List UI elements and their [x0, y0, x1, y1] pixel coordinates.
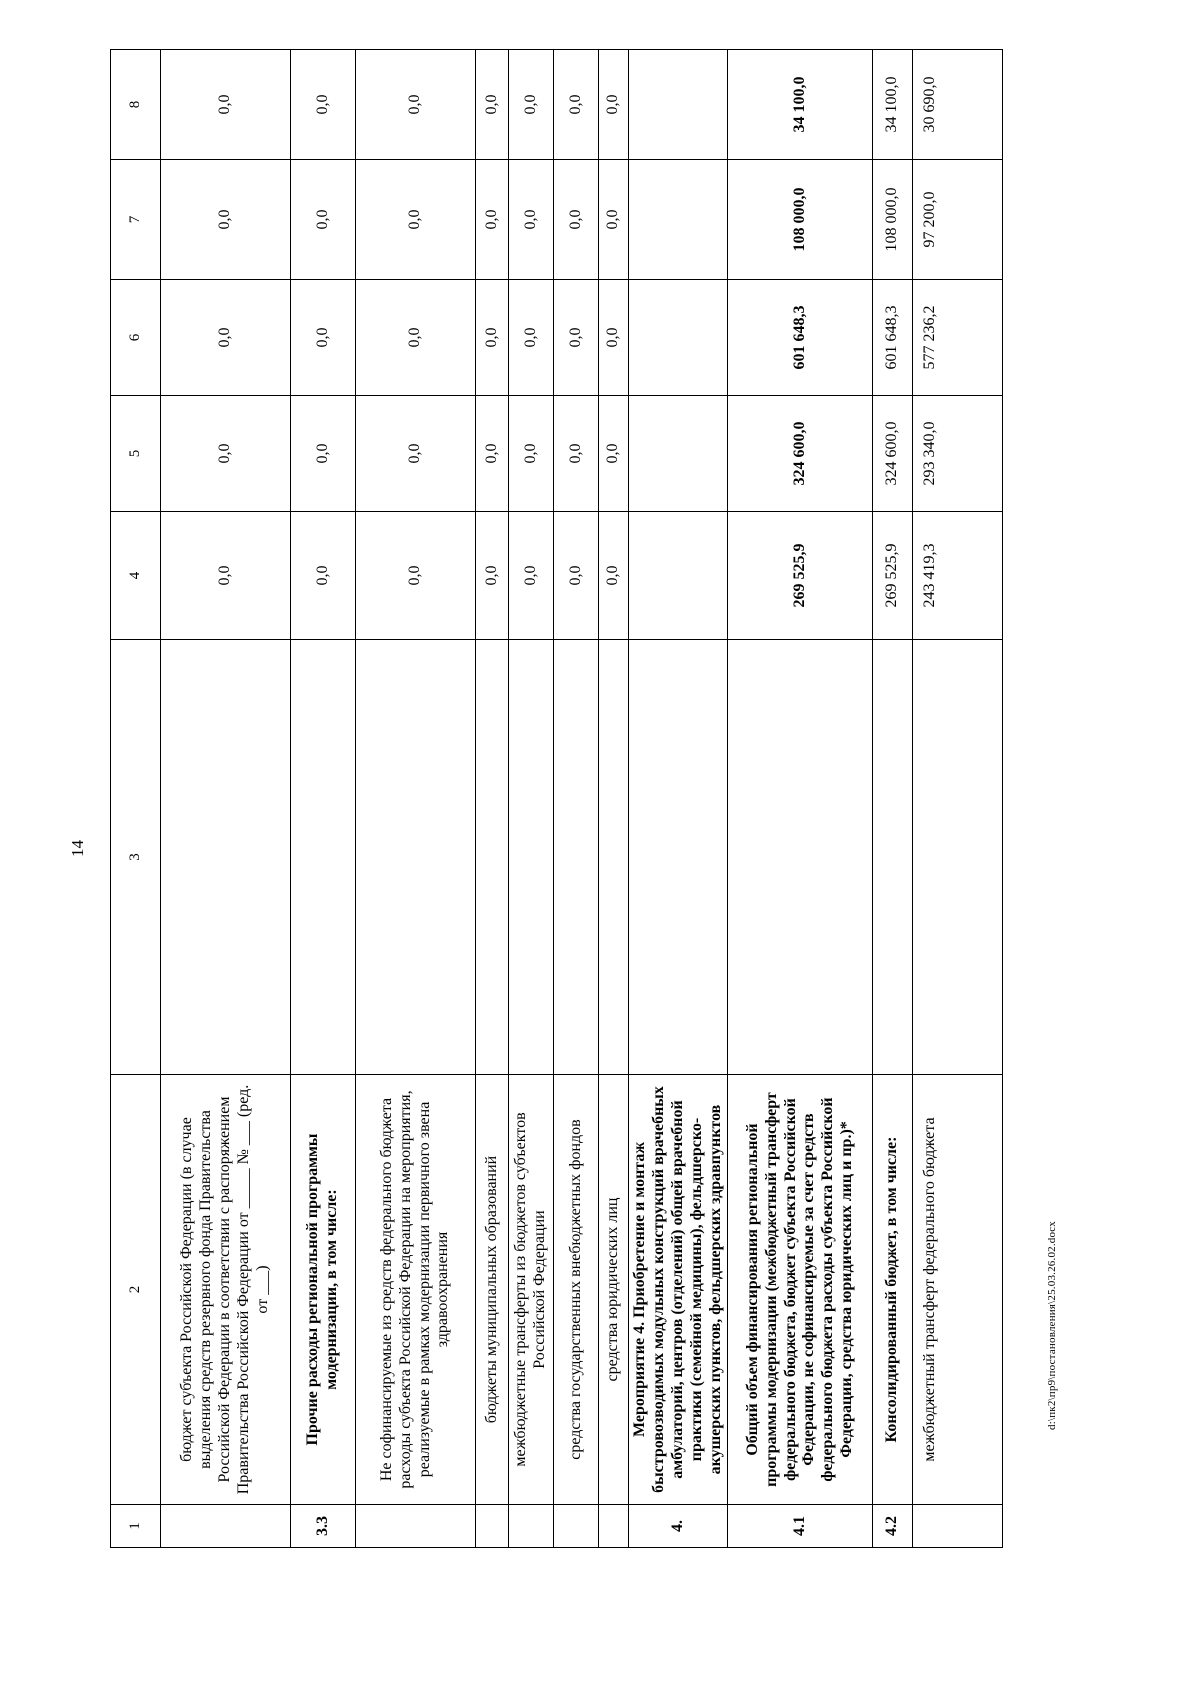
- value-cell: 0,0: [476, 50, 509, 160]
- file-path-footer: d:\пк2\пр9\постановления\25.03.26.02.docx: [1046, 1221, 1058, 1430]
- table-row: [913, 50, 1003, 1548]
- description-cell: Прочие расходы региональной программы модернизации, в том числе:: [291, 1075, 356, 1505]
- row-number-cell: 4.1: [728, 1505, 873, 1548]
- table-row: [728, 50, 873, 1548]
- description-cell: межбюджетные трансферты из бюджетов субъектов Российской Федерации: [509, 1075, 554, 1505]
- table-row: [599, 50, 629, 1548]
- empty-cell: [356, 640, 476, 1075]
- value-cell: [629, 512, 728, 640]
- row-number-cell: [161, 1505, 291, 1548]
- value-cell: 0,0: [599, 160, 629, 280]
- value-cell: 601 648,3: [728, 280, 873, 396]
- table-row: [161, 50, 291, 1548]
- value-cell: 0,0: [509, 50, 554, 160]
- value-cell: 324 600,0: [873, 396, 913, 512]
- empty-cell: [599, 640, 629, 1075]
- header-col-8: 8: [111, 50, 161, 160]
- header-col-6: 6: [111, 280, 161, 396]
- value-cell: 0,0: [509, 160, 554, 280]
- header-col-1: 1: [111, 1505, 161, 1548]
- description-cell: Консолидированный бюджет, в том числе:: [873, 1075, 913, 1505]
- value-cell: 108 000,0: [728, 160, 873, 280]
- table-row: [509, 50, 554, 1548]
- table-row: [629, 50, 728, 1548]
- table-row: [476, 50, 509, 1548]
- table-row: [356, 50, 476, 1548]
- value-cell: 324 600,0: [728, 396, 873, 512]
- page-number: 14: [68, 840, 87, 857]
- row-number-cell: 3.3: [291, 1505, 356, 1548]
- value-cell: [629, 160, 728, 280]
- empty-cell: [291, 640, 356, 1075]
- value-cell: 108 000,0: [873, 160, 913, 280]
- row-number-cell: 4.: [629, 1505, 728, 1548]
- header-col-7: 7: [111, 160, 161, 280]
- value-cell: 0,0: [161, 396, 291, 512]
- description-cell: бюджеты муниципальных образований: [476, 1075, 509, 1505]
- row-number-cell: 4.2: [873, 1505, 913, 1548]
- value-cell: 0,0: [599, 50, 629, 160]
- value-cell: 0,0: [476, 160, 509, 280]
- value-cell: 577 236,2: [913, 280, 1003, 396]
- value-cell: 0,0: [476, 512, 509, 640]
- value-cell: 0,0: [554, 280, 599, 396]
- value-cell: 97 200,0: [913, 160, 1003, 280]
- value-cell: 0,0: [356, 396, 476, 512]
- value-cell: 0,0: [291, 160, 356, 280]
- value-cell: 0,0: [599, 512, 629, 640]
- description-cell: бюджет субъекта Российской Федерации (в случае выделения средств резервного фонда Правительства Российской Федерации в соответствии с распоряжением Правительства Российской Федерации от _____ № ___ (ред. от ___): [161, 1075, 291, 1505]
- description-cell: Не софинансируемые из средств федерального бюджета расходы субъекта Российской Федерации на мероприятия, реализуемые в рамках модернизации первичного звена здравоохранения: [356, 1075, 476, 1505]
- header-col-2: 2: [111, 1075, 161, 1505]
- description-cell: Общий объем финансирования региональной программы модернизации (межбюджетный трансферт федерального бюджета, бюджет субъекта Российской Федерации, не софинансируемые за счет средств федерального бюджета расходы субъекта Российской Федерации, средства юридических лиц и пр.)*: [728, 1075, 873, 1505]
- row-number-cell: [509, 1505, 554, 1548]
- value-cell: 0,0: [554, 50, 599, 160]
- value-cell: 0,0: [476, 280, 509, 396]
- value-cell: 0,0: [161, 160, 291, 280]
- value-cell: 0,0: [161, 50, 291, 160]
- empty-cell: [913, 640, 1003, 1075]
- value-cell: 0,0: [161, 280, 291, 396]
- row-number-cell: [599, 1505, 629, 1548]
- table-row: [291, 50, 356, 1548]
- value-cell: 0,0: [554, 512, 599, 640]
- value-cell: [629, 396, 728, 512]
- description-cell: средства государственных внебюджетных фондов: [554, 1075, 599, 1505]
- value-cell: 0,0: [291, 512, 356, 640]
- row-number-cell: [356, 1505, 476, 1548]
- value-cell: 0,0: [291, 280, 356, 396]
- value-cell: [629, 50, 728, 160]
- value-cell: 0,0: [356, 512, 476, 640]
- description-cell: межбюджетный трансферт федерального бюджета: [913, 1075, 1003, 1505]
- value-cell: 0,0: [599, 280, 629, 396]
- value-cell: 0,0: [356, 280, 476, 396]
- table-row: [873, 50, 913, 1548]
- row-number-cell: [476, 1505, 509, 1548]
- empty-cell: [509, 640, 554, 1075]
- value-cell: 0,0: [356, 50, 476, 160]
- empty-cell: [554, 640, 599, 1075]
- value-cell: 269 525,9: [728, 512, 873, 640]
- empty-cell: [629, 640, 728, 1075]
- value-cell: 0,0: [161, 512, 291, 640]
- value-cell: 243 419,3: [913, 512, 1003, 640]
- value-cell: 0,0: [476, 396, 509, 512]
- value-cell: 601 648,3: [873, 280, 913, 396]
- value-cell: 0,0: [509, 512, 554, 640]
- description-cell: Мероприятие 4. Приобретение и монтаж быстровозводимых модульных конструкций врачебных амбулаторий, центров (отделений) общей врачебной практики (семейной медицины), фельдшерско-акушерских пунктов, фельдшерских здравпунктов: [629, 1075, 728, 1505]
- value-cell: 0,0: [509, 396, 554, 512]
- finance-table: [110, 49, 1003, 1548]
- header-col-3: 3: [111, 640, 161, 1075]
- empty-cell: [476, 640, 509, 1075]
- value-cell: 0,0: [599, 396, 629, 512]
- value-cell: 34 100,0: [873, 50, 913, 160]
- value-cell: 0,0: [509, 280, 554, 396]
- value-cell: 0,0: [554, 160, 599, 280]
- value-cell: 293 340,0: [913, 396, 1003, 512]
- header-col-4: 4: [111, 512, 161, 640]
- table-header-row: [111, 50, 161, 1548]
- value-cell: 0,0: [356, 160, 476, 280]
- value-cell: [629, 280, 728, 396]
- value-cell: 30 690,0: [913, 50, 1003, 160]
- header-col-5: 5: [111, 396, 161, 512]
- value-cell: 0,0: [291, 396, 356, 512]
- empty-cell: [873, 640, 913, 1075]
- description-cell: средства юридических лиц: [599, 1075, 629, 1505]
- row-number-cell: [913, 1505, 1003, 1548]
- empty-cell: [728, 640, 873, 1075]
- empty-cell: [161, 640, 291, 1075]
- value-cell: 34 100,0: [728, 50, 873, 160]
- row-number-cell: [554, 1505, 599, 1548]
- value-cell: 269 525,9: [873, 512, 913, 640]
- table-row: [554, 50, 599, 1548]
- value-cell: 0,0: [554, 396, 599, 512]
- value-cell: 0,0: [291, 50, 356, 160]
